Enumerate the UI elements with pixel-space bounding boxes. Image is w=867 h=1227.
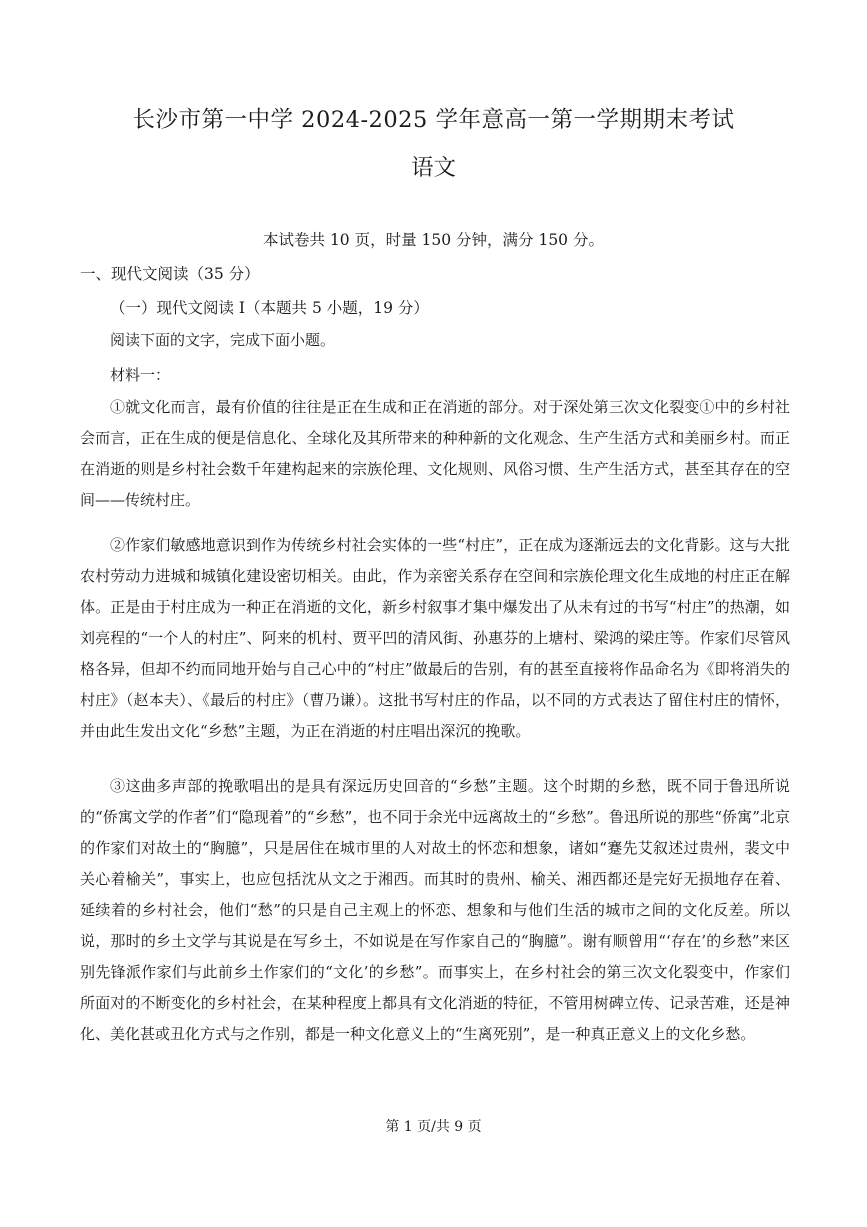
section-heading: 一、现代文阅读（35 分） xyxy=(80,265,260,283)
reading-instruction: 阅读下面的文字，完成下面小题。 xyxy=(110,331,336,349)
paragraph-1: ①就文化而言，最有价值的往往是正在生成和正在消逝的部分。对于深处第三次文化裂变①中的乡村社会而言，正在生成的便是信息化、全球化及其所带来的种种新的文化观念、生产生活方式和美丽乡村。而正在消逝的则是乡村社会数千年建构起来的宗族伦理、文化规则、风俗习惯、生产生活方式，甚至其存在的空间——传统村庄。 xyxy=(80,398,790,509)
page-footer: 第 1 页/共 9 页 xyxy=(385,1119,482,1135)
paragraph-3: ③这曲多声部的挽歌唱出的是具有深远历史回音的“乡愁”主题。这个时期的乡愁，既不同于鲁迅所说的“侨寓文学的作者”们“隐现着”的“乡愁”，也不同于余光中远离故土的“乡愁”。鲁迅所说的那些“侨寓”北京的作家们对故土的“胸臆”，只是居住在城市里的人对故土的怀恋和想象，诸如“蹇先艾叙述过贵州，裴文中关心着榆关”，事实上，也应包括沈从文之于湘西。而其时的贵州、榆关、湘西都还是完好无损地存在着、延续着的乡村社会，他们“愁”的只是自己主观上的怀恋、想象和与他们生活的城市之间的文化反差。所以说，那时的乡土文学与其说是在写乡土，不如说是在写作家自己的“胸臆”。谢有顺曾用“‘存在’的乡愁”来区别先锋派作家们与此前乡土作家们的“文化’的乡愁”。而事实上，在乡村社会的第三次文化裂变中，作家们所面对的不断变化的乡村社会，在某种程度上都具有文化消逝的特征，不管用树碑立传、记录苦难，还是神化、美化甚或丑化方式与之作别，都是一种文化意义上的“生离死别”，是一种真正意义上的文化乡愁。 xyxy=(80,777,790,1043)
subsection-heading: （一）现代文阅读 I（本题共 5 小题，19 分） xyxy=(110,299,429,317)
subject-title: 语文 xyxy=(410,155,456,181)
paragraph-2: ②作家们敏感地意识到作为传统乡村社会实体的一些“村庄”，正在成为逐渐远去的文化背影。这与大批农村劳动力进城和城镇化建设密切相关。由此，作为亲密关系存在空间和宗族伦理文化生成地的村庄正在解体。正是由于村庄成为一种正在消逝的文化，新乡村叙事才集中爆发出了从未有过的书写“村庄”的热潮，如刘亮程的“一个人的村庄”、阿来的机村、贾平凹的清风街、孙惠芬的上塘村、梁鸿的梁庄等。作家们尽管风格各异，但却不约而同地开始与自己心中的“村庄”做最后的告别，有的甚至直接将作品命名为《即将消失的村庄》（赵本夫）、《最后的村庄》（曹乃谦）。这批书写村庄的作品，以不同的方式表达了留住村庄的情怀，并由此生发出文化“乡愁”主题，为正在消逝的村庄唱出深沉的挽歌。 xyxy=(80,536,790,740)
exam-title: 长沙市第一中学 2024-2025 学年意高一第一学期期末考试 xyxy=(132,107,735,133)
material-label: 材料一： xyxy=(110,366,171,384)
exam-info-line: 本试卷共 10 页，时量 150 分钟，满分 150 分。 xyxy=(263,231,604,249)
